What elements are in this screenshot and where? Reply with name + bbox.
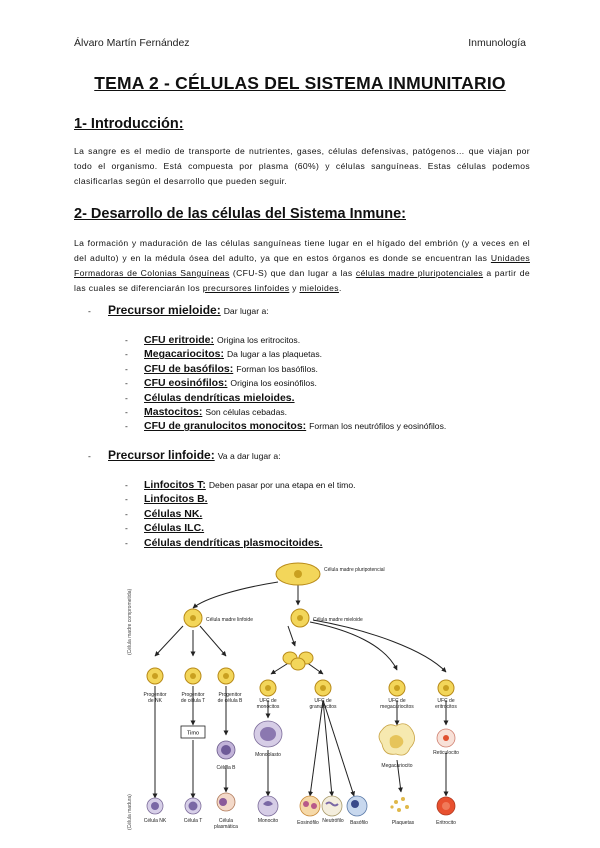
- label-t-cell: Célula T: [183, 818, 203, 824]
- label-ufc-mono-2: monocitos: [256, 704, 280, 710]
- list-item: - Células dendríticas plasmocitoides.: [125, 536, 323, 549]
- label-ufc-eri-1: UFC de: [437, 698, 455, 704]
- section2-heading: 2- Desarrollo de las células del Sistema Inmune:: [74, 206, 407, 222]
- label-reticulocyte: Reticulocito: [433, 750, 459, 756]
- list-item: - CFU eosinófilos: Origina los eosinófilos.: [125, 377, 317, 390]
- label-prog-t-2: de célula T: [180, 698, 206, 704]
- label-monocyte: Monocito: [257, 818, 279, 824]
- list-item: - Células ILC.: [125, 522, 205, 535]
- label-ufc-gran-1: UFC de: [314, 698, 332, 704]
- label-megakaryocyte: Megacariocito: [381, 763, 413, 769]
- neutrophil: [322, 796, 342, 816]
- list-item: - CFU de granulocitos monocitos: Forman los neutrófilos y eosinófilos.: [125, 420, 447, 433]
- label-mature-cell: (Célula madura): [127, 794, 133, 830]
- list-item: - CFU eritroide: Origina los eritrocitos.: [125, 334, 301, 346]
- mieloide-list: [125, 333, 446, 434]
- section1-paragraph: La sangre es el medio de transporte de nutrientes, gases, células defensivas, patógenos… que viajan por todo el organismo. Está compuesta por plasma (60%) y células sanguíneas. Estas células podemos clasificarlas según el desarrollo que pueden seguir.: [74, 146, 531, 186]
- label-platelets: Plaquetas: [391, 820, 415, 826]
- label-prog-nk-1: Progenitor: [143, 692, 167, 698]
- label-ufc-eri-2: eritrocitos: [435, 704, 457, 710]
- label-neutrophil: Neutrófilo: [322, 818, 344, 824]
- label-prog-t-1: Progenitor: [181, 692, 205, 698]
- label-prog-nk-2: de NK: [148, 698, 162, 704]
- header-subject: Inmunología: [468, 37, 526, 49]
- label-monoblast: Monoblasto: [255, 752, 281, 758]
- label-basophil: Basófilo: [350, 820, 368, 826]
- list-item: - CFU de basófilos: Forman los basófilos.: [125, 362, 318, 375]
- header-author: Álvaro Martín Fernández: [74, 37, 190, 49]
- myeloid-cell-3: [291, 658, 305, 670]
- thymus-label: Timo: [186, 730, 200, 737]
- label-eosinophil: Eosinófilo: [297, 820, 319, 826]
- page-title: TEMA 2 - CÉLULAS DEL SISTEMA INMUNITARIO: [94, 73, 506, 93]
- label-stem: Célula madre pluripotencial: [324, 567, 385, 573]
- label-plasma-2: plasmática: [214, 824, 238, 830]
- label-ufc-gran-2: granulocitos: [309, 704, 337, 710]
- platelets: [390, 797, 409, 812]
- list-item: - Linfocitos B.: [125, 493, 208, 506]
- label-plasma-1: Célula: [218, 818, 234, 824]
- label-ufc-mega-2: megacariocitos: [380, 704, 414, 710]
- label-ufc-mono-1: UFC de: [259, 698, 277, 704]
- list-item: - Células dendríticas mieloides.: [125, 391, 295, 404]
- list-item: - Mastocitos: Son células cebadas.: [125, 405, 288, 418]
- label-nk-cell: Célula NK: [143, 818, 167, 824]
- label-committed-stem: (Célula madre comprometida): [127, 588, 133, 655]
- label-myeloid: Célula madre mieloide: [313, 617, 363, 623]
- section2-paragraph: La formación y maduración de las células sanguíneas tiene lugar en el hígado del embrión (y a veces en el del adulto) y en la médula ósea del adulto, ya que en estos órganos es donde se encuentran las Unidades Formadoras de Colonias Sanguíneas (CFU-S) que dan lugar a las células madre pluripotenciales a partir de las cuales se diferenciarán los precursores linfoides y mieloides.: [74, 238, 530, 293]
- section1-heading: 1- Introducción:: [74, 116, 184, 132]
- label-ufc-mega-1: UFC de: [388, 698, 406, 704]
- list-item: - Megacariocitos: Da lugar a las plaquetas.: [125, 348, 323, 361]
- label-prog-b-1: Progenitor: [218, 692, 242, 698]
- list-item: - Linfocitos T: Deben pasar por una etapa en el timo.: [125, 479, 356, 491]
- hematopoiesis-diagram: [120, 560, 480, 840]
- list-item: - Células NK.: [125, 507, 203, 520]
- label-erythrocyte: Eritrocito: [436, 820, 456, 826]
- label-lymphoid: Célula madre linfoide: [206, 617, 253, 623]
- precursor-linfoide: - Precursor linfoide: Va a dar lugar a:: [88, 448, 281, 462]
- label-prog-b-2: de célula B: [217, 698, 243, 704]
- label-b-cell: Célula B: [216, 765, 236, 771]
- precursor-mieloide: - Precursor mieloide: Dar lugar a:: [88, 303, 269, 317]
- linfoide-list: [125, 478, 356, 550]
